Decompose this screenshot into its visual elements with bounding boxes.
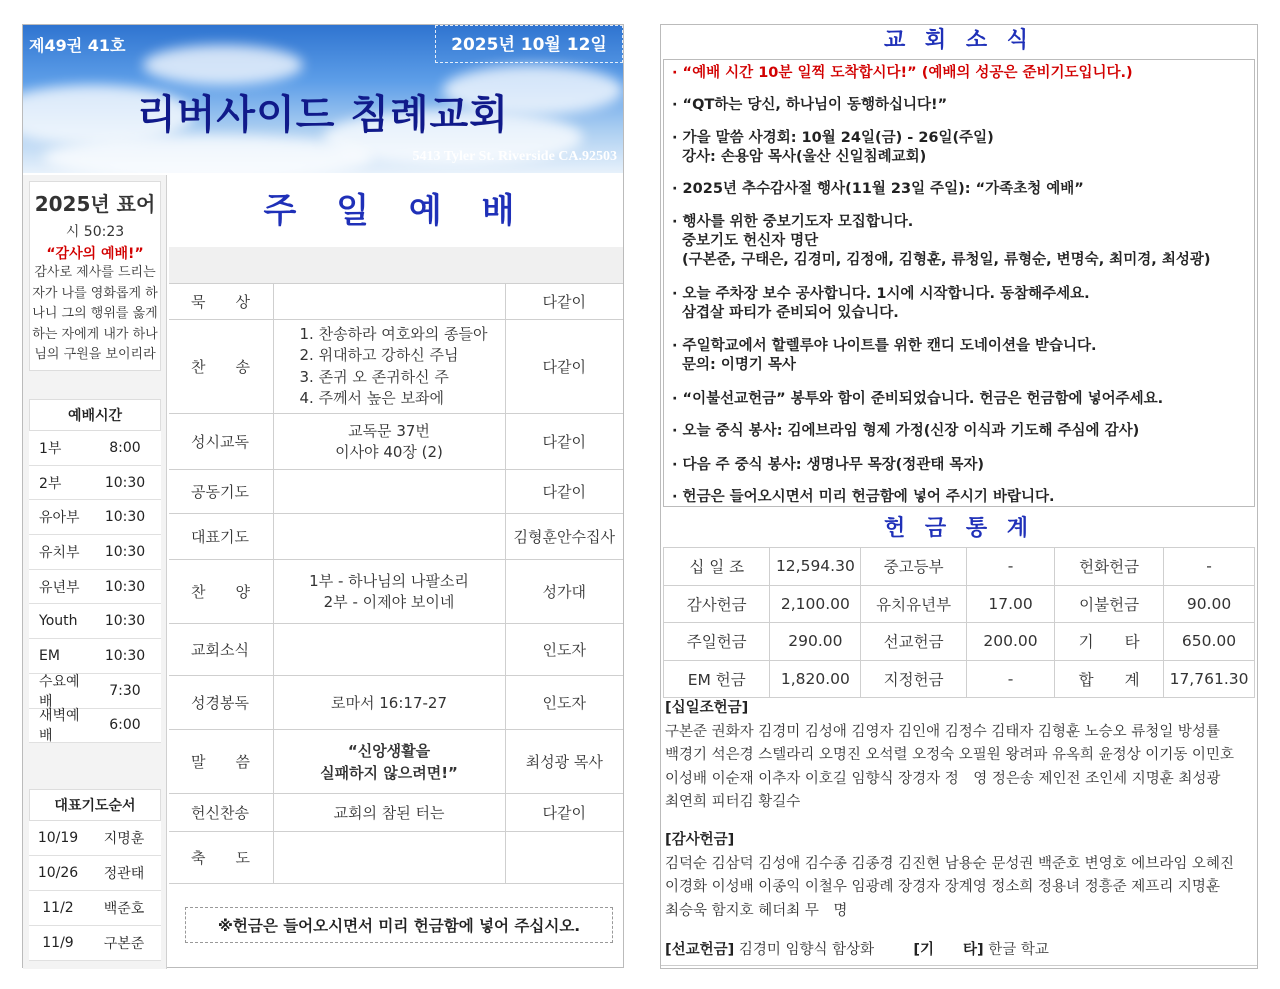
worship-item-content: [273, 832, 505, 884]
news-text: · 2025년 추수감사절 행사(11월 23일 주일): “가족초청 예배”: [672, 181, 1084, 197]
news-text: · “예배 시간 10분 일찍 도착합시다!” (예배의 성공은 준비기도입니다.): [672, 65, 1133, 81]
mission-heading: [선교헌금]: [665, 942, 735, 958]
offering-category: 헌화헌금: [1055, 548, 1164, 586]
schedule-row: [29, 570, 161, 605]
worship-row: [169, 284, 623, 320]
worship-item-content: [273, 414, 505, 470]
service-time: 6:00: [109, 717, 141, 734]
content-line: 실패하지 않으려면!”: [320, 763, 458, 782]
prayer-row: [29, 821, 161, 856]
worship-schedule: [29, 399, 161, 743]
offering-row: [664, 623, 1255, 661]
offering-amount: 290.00: [770, 623, 861, 661]
news-text: · 헌금은 들어오시면서 미리 헌금함에 넣어 주시기 바랍니다.: [672, 489, 1055, 505]
worship-item-content: 교회의 참된 터는: [273, 794, 505, 832]
offering-category: 십 일 조: [664, 548, 770, 586]
donor-line: 구본준 권화자 김경미 김성애 김영자 김인애 김정수 김태자 김형훈 노승오 류청일 방성률: [665, 723, 1220, 740]
schedule-row: [29, 500, 161, 535]
prayer-row: [29, 891, 161, 926]
worship-item-label: 교회소식: [169, 624, 273, 676]
news-item: [672, 422, 1139, 441]
service-name: 유아부: [39, 510, 80, 527]
offering-category: 지정헌금: [861, 660, 967, 698]
service-name: 유치부: [39, 544, 80, 561]
content-line: 1부 - 하나님의 나팔소리: [309, 571, 469, 590]
donor-line: 이성배 이순재 이추자 이호길 임향식 장경자 정 영 정은송 제인전 조인세 지명훈 최성광: [665, 770, 1221, 787]
worship-item-label: 성경봉독: [169, 676, 273, 730]
offering-amount: 650.00: [1164, 623, 1255, 661]
worship-item-label: 헌신찬송: [169, 794, 273, 832]
bottom-rule: [661, 965, 1257, 966]
service-name: 2부: [39, 475, 62, 492]
news-text: · 주일학교에서 할렐루야 나이트를 위한 캔디 도네이션을 받습니다.: [672, 338, 1097, 354]
content-line: “신앙생활을: [347, 741, 431, 760]
worship-row: [169, 414, 623, 470]
schedule-row: [29, 639, 161, 674]
worship-item-leader: 인도자: [505, 676, 623, 730]
prayer-date: 10/19: [37, 830, 79, 846]
offering-category: 이불헌금: [1055, 585, 1164, 623]
offering-amount: -: [1164, 548, 1255, 586]
motto-text: 감사로 제사를 드리는 자가 나를 영화롭게 하나니 그의 행위를 옳게 하는 자에게 내가 하나님의 구원을 보이리라: [32, 265, 158, 362]
prayer-name: 구본준: [103, 936, 145, 952]
other-heading: [기 타]: [913, 942, 984, 958]
donor-line: 이경화 이성배 이종익 이철우 임광례 장경자 장계영 정소희 정용녀 정흥준 제프리 지명훈: [665, 879, 1220, 895]
prayer-date: 11/2: [42, 900, 74, 916]
offering-category: 선교헌금: [861, 623, 967, 661]
news-subline: 강사: 손용암 목사(울산 신일침례교회): [682, 149, 927, 165]
schedule-row: [29, 466, 161, 501]
tithe-donors: [665, 697, 1253, 815]
service-time: 10:30: [104, 578, 146, 595]
content-line: 교독문 37번: [348, 421, 430, 440]
content-line: 4. 주께서 높은 보좌에: [299, 389, 445, 407]
worship-row: [169, 832, 623, 884]
news-subline: 문의: 이명기 목사: [682, 357, 796, 373]
content-line: 이사야 40장 (2): [335, 442, 443, 461]
news-subline: (구본준, 구태은, 김경미, 김정애, 김형훈, 류청일, 류형순, 변명숙, 최미경, 최성광): [682, 252, 1211, 268]
content-lines: [274, 421, 505, 463]
prayer-row: [29, 856, 161, 891]
prayer-date: 11/9: [42, 935, 74, 951]
worship-item-leader: 다같이: [505, 284, 623, 320]
news-item: [672, 129, 994, 167]
worship-item-content: 로마서 16:17-27: [273, 676, 505, 730]
worship-row: [169, 676, 623, 730]
schedule-row: [29, 431, 161, 466]
service-time: 10:30: [104, 543, 146, 560]
worship-item-leader: 다같이: [505, 320, 623, 414]
offering-amount: 17,761.30: [1164, 660, 1255, 698]
news-text: · 다음 주 중식 봉사: 생명나무 목장(정관태 목자): [672, 457, 985, 473]
service-name: 유년부: [39, 579, 80, 596]
offering-row: [664, 660, 1255, 698]
worship-item-leader: 성가대: [505, 560, 623, 624]
service-name: Youth: [39, 613, 78, 630]
news-item: [672, 96, 947, 115]
worship-item-leader: 다같이: [505, 794, 623, 832]
content-lines: [274, 324, 505, 410]
offering-category: 중고등부: [861, 548, 967, 586]
offering-row: [664, 585, 1255, 623]
mission-names: 김경미 임향식 함상화: [738, 942, 875, 958]
content-line: 1. 찬송하라 여호와의 종들아: [299, 324, 488, 343]
content-line: 2. 위대하고 강하신 주님: [299, 346, 459, 364]
left-sidebar: [23, 175, 167, 969]
offering-amount: 90.00: [1164, 585, 1255, 623]
donor-line: 최승욱 함지호 헤더최 무 명: [665, 902, 848, 919]
content-line: 2부 - 이제야 보이네: [323, 592, 455, 611]
worship-item-content: [273, 730, 505, 794]
schedule-heading: 예배시간: [29, 399, 161, 431]
news-subline: 삼겹살 파티가 준비되어 있습니다.: [682, 305, 899, 321]
worship-item-leader: 다같이: [505, 470, 623, 514]
offering-heading: 헌 금 통 계: [884, 516, 1034, 541]
worship-item-label: 성시교독: [169, 414, 273, 470]
worship-item-content: [273, 560, 505, 624]
schedule-row: [29, 535, 161, 570]
news-item: [672, 390, 1163, 409]
worship-item-label: 찬 양: [169, 560, 273, 624]
news-item: [672, 180, 1084, 199]
church-name: 리버사이드 침례교회: [137, 92, 509, 138]
worship-item-content: [273, 470, 505, 514]
worship-item-content: [273, 284, 505, 320]
worship-item-leader: 김형훈안수집사: [505, 514, 623, 560]
thanks-heading: [감사헌금]: [665, 832, 735, 848]
worship-item-leader: 다같이: [505, 414, 623, 470]
worship-item-label: 축 도: [169, 832, 273, 884]
service-time: 10:30: [104, 647, 146, 664]
prayer-name: 백준호: [103, 901, 145, 917]
news-heading: 교 회 소 식: [884, 28, 1034, 53]
news-item: [672, 488, 1055, 507]
worship-item-label: 묵 상: [169, 284, 273, 320]
offering-row: [664, 548, 1255, 586]
news-text: · “이불선교헌금” 봉투와 함이 준비되었습니다. 헌금은 헌금함에 넣어주세요.: [672, 391, 1164, 407]
worship-item-label: 말 씀: [169, 730, 273, 794]
church-news: [663, 59, 1255, 507]
worship-item-leader: 인도자: [505, 624, 623, 676]
schedule-row: [29, 709, 161, 744]
offering-category: 감사헌금: [664, 585, 770, 623]
divider-strip: [169, 247, 623, 283]
worship-item-label: 공동기도: [169, 470, 273, 514]
offering-notice: ※헌금은 들어오시면서 미리 헌금함에 넣어 주십시오.: [185, 907, 613, 943]
prayer-order-heading: 대표기도순서: [29, 789, 161, 821]
content-lines: [274, 571, 505, 613]
offering-category: EM 헌금: [664, 660, 770, 698]
service-time: 10:30: [104, 613, 146, 630]
prayer-name: 정관태: [103, 866, 145, 882]
news-item: [672, 337, 1097, 375]
prayer-row: [29, 926, 161, 961]
news-subline: 중보기도 헌신자 명단: [682, 233, 819, 249]
service-time: 10:30: [104, 509, 146, 526]
offering-category: 유치유년부: [861, 585, 967, 623]
prayer-date: 10/26: [37, 865, 79, 881]
volume-number: 제49권 41호: [29, 36, 126, 55]
worship-row: [169, 624, 623, 676]
news-text: · 오늘 중식 봉사: 김에브라임 형제 가정(신장 이식과 기도해 주심에 감사): [672, 423, 1140, 439]
offering-amount: -: [966, 548, 1054, 586]
news-text: · “QT하는 당신, 하나님이 동행하십니다!”: [672, 97, 948, 113]
offering-amount: 200.00: [966, 623, 1054, 661]
service-name: 새벽예배: [39, 708, 80, 745]
thanks-donors: [665, 829, 1253, 923]
motto-title: 2025년 표어: [34, 192, 156, 216]
content-line: 3. 존귀 오 존귀하신 주: [299, 367, 449, 386]
service-name: 1부: [39, 440, 62, 457]
news-item: [672, 456, 984, 475]
content-lines: [274, 740, 505, 784]
worship-item-label: 대표기도: [169, 514, 273, 560]
worship-row: [169, 514, 623, 560]
service-time: 10:30: [104, 474, 146, 491]
bulletin-front-page: [22, 24, 624, 968]
bulletin-back-page: [660, 24, 1258, 969]
offering-amount: 17.00: [966, 585, 1054, 623]
donor-line: 최연희 피터김 황길수: [665, 794, 801, 810]
news-item: [672, 64, 1133, 83]
news-text: · 행사를 위한 중보기도자 모집합니다.: [672, 214, 914, 230]
schedule-row: [29, 674, 161, 709]
offering-amount: 1,820.00: [770, 660, 861, 698]
worship-item-leader: [505, 832, 623, 884]
worship-item-label: 찬 송: [169, 320, 273, 414]
news-item: [672, 213, 1210, 270]
worship-row: [169, 320, 623, 414]
donor-line: 백경기 석은경 스텔라리 오명진 오석렬 오정숙 오필원 왕려파 유옥희 윤정상 이기동 이민호: [665, 747, 1234, 763]
church-address: 5413 Tyler St. Riverside CA.92503: [412, 149, 617, 164]
worship-order-table: [169, 283, 623, 884]
offering-category: 기 타: [1055, 623, 1164, 661]
motto-quote: “감사의 예배!”: [46, 246, 144, 262]
bulletin-date: 2025년 10월 12일: [435, 25, 623, 63]
offering-category: 주일헌금: [664, 623, 770, 661]
motto-reference: 시 50:23: [65, 224, 125, 240]
news-item: [672, 285, 1090, 323]
worship-item-leader: 최성광 목사: [505, 730, 623, 794]
service-name: 수요예배: [39, 673, 80, 710]
mission-and-other-donors: [665, 939, 1253, 963]
worship-row: [169, 730, 623, 794]
year-motto: [29, 181, 161, 371]
prayer-order: [29, 789, 161, 961]
worship-row: [169, 470, 623, 514]
offering-amount: 2,100.00: [770, 585, 861, 623]
offering-amount: 12,594.30: [770, 548, 861, 586]
tithe-heading: [십일조헌금]: [665, 700, 749, 716]
service-name: EM: [39, 647, 60, 664]
donor-line: 김덕순 김삼덕 김성애 김수종 김종경 김진현 남용순 문성권 백준호 변영호 에브라임 오혜진: [665, 855, 1234, 872]
header-banner: [23, 25, 623, 173]
news-text: · 가을 말씀 사경회: 10월 24일(금) - 26일(주일): [672, 130, 994, 146]
offering-category: 합 계: [1055, 660, 1164, 698]
news-text: · 오늘 주차장 보수 공사합니다. 1시에 시작합니다. 동참해주세요.: [672, 286, 1090, 302]
schedule-row: [29, 604, 161, 639]
service-time: 7:30: [109, 682, 141, 699]
worship-title: 주 일 예 배: [263, 191, 529, 231]
worship-row: [169, 560, 623, 624]
offering-amount: -: [966, 660, 1054, 698]
worship-item-content: [273, 320, 505, 414]
prayer-name: 지명훈: [103, 831, 145, 847]
offering-stats-table: [663, 547, 1255, 698]
other-names: 한글 학교: [988, 942, 1049, 958]
service-time: 8:00: [109, 439, 141, 456]
worship-row: [169, 794, 623, 832]
worship-item-content: [273, 624, 505, 676]
worship-item-content: [273, 514, 505, 560]
